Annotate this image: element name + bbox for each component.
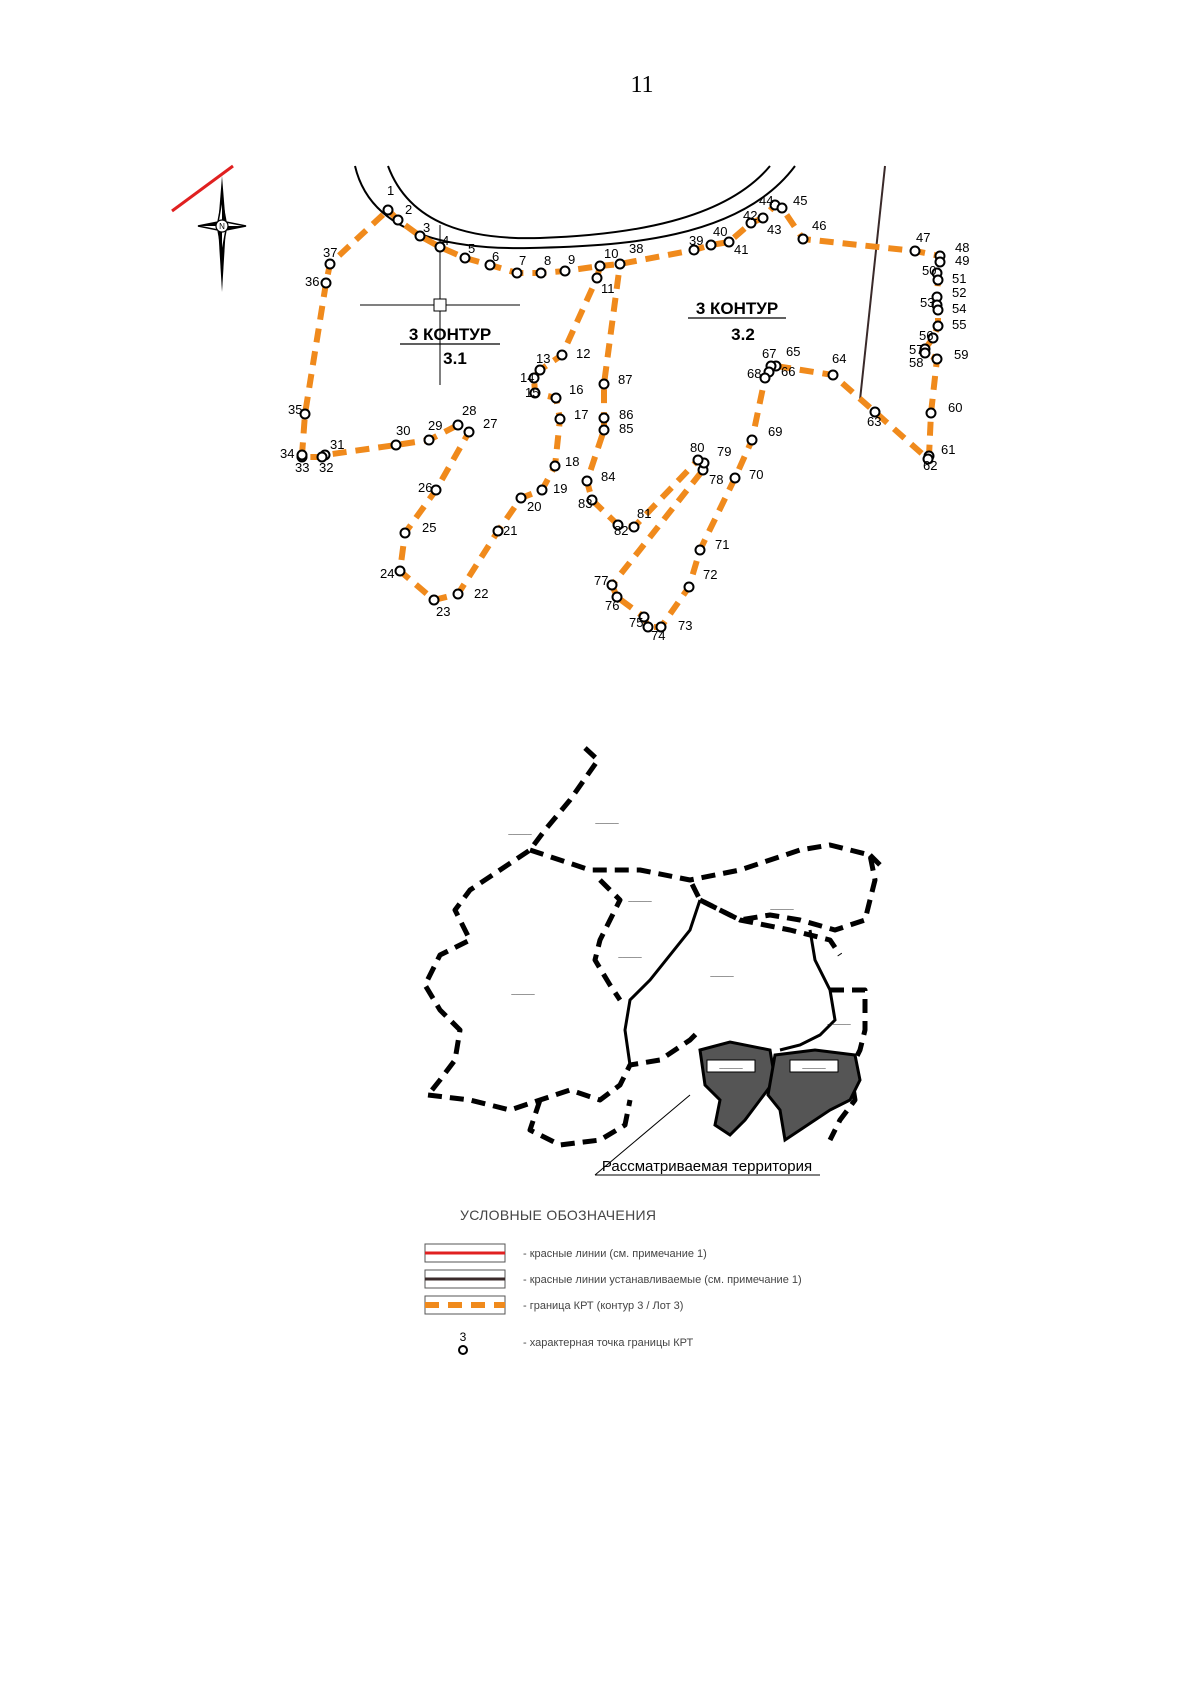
boundary-point-18 <box>551 462 560 471</box>
legend-item-red-lines <box>425 1244 707 1262</box>
point-label-7: 7 <box>519 253 527 268</box>
boundary-point-40 <box>707 241 716 250</box>
point-label-69: 69 <box>768 424 783 439</box>
point-label-4: 4 <box>442 233 450 248</box>
point-label-65: 65 <box>786 344 801 359</box>
point-label-15: 15 <box>525 385 540 400</box>
krt-boundary-3-2 <box>587 205 940 627</box>
boundary-point-28 <box>454 421 463 430</box>
boundary-point-54 <box>934 306 943 315</box>
point-label-63: 63 <box>867 414 882 429</box>
point-label-48: 48 <box>955 240 970 255</box>
boundary-point-84 <box>583 477 592 486</box>
point-label-70: 70 <box>749 467 764 482</box>
point-label-75: 75 <box>629 615 644 630</box>
point-label-18: 18 <box>565 454 580 469</box>
point-label-39: 39 <box>689 233 704 248</box>
boundary-point-64 <box>829 371 838 380</box>
point-label-57: 57 <box>909 342 924 357</box>
boundary-point-13 <box>536 366 545 375</box>
page-number: 11 <box>630 72 654 98</box>
point-label-12: 12 <box>576 346 591 361</box>
point-label-51: 51 <box>952 271 967 286</box>
point-label-81: 81 <box>637 506 652 521</box>
boundary-point-87 <box>600 380 609 389</box>
point-label-85: 85 <box>619 421 634 436</box>
point-label-77: 77 <box>594 573 609 588</box>
point-label-46: 46 <box>812 218 827 233</box>
point-label-24: 24 <box>380 566 395 581</box>
boundary-point-47 <box>911 247 920 256</box>
point-label-68: 68 <box>747 366 762 381</box>
point-label-13: 13 <box>536 351 551 366</box>
compass-rose-icon <box>198 176 246 292</box>
point-label-67: 67 <box>762 346 777 361</box>
point-label-42: 42 <box>743 208 758 223</box>
boundary-point-45 <box>778 204 787 213</box>
point-label-74: 74 <box>651 628 666 643</box>
point-label-80: 80 <box>690 440 705 455</box>
legend-item-krt-boundary <box>425 1296 683 1314</box>
boundary-point-37 <box>326 260 335 269</box>
point-label-86: 86 <box>619 407 634 422</box>
point-label-22: 22 <box>474 586 489 601</box>
point-label-55: 55 <box>952 317 967 332</box>
point-label-19: 19 <box>553 481 568 496</box>
point-label-72: 72 <box>703 567 718 582</box>
boundary-point-80 <box>694 456 703 465</box>
point-label-40: 40 <box>713 224 728 239</box>
boundary-point-27 <box>465 428 474 437</box>
contour-3-2-title: 3 КОНТУР <box>695 299 779 318</box>
point-label-64: 64 <box>832 351 847 366</box>
boundary-point-22 <box>454 590 463 599</box>
point-label-32: 32 <box>319 460 334 475</box>
point-label-58: 58 <box>909 355 924 370</box>
point-label-27: 27 <box>483 416 498 431</box>
krt-boundary-3-1 <box>302 210 600 600</box>
boundary-point-70 <box>731 474 740 483</box>
boundary-point-69 <box>748 436 757 445</box>
boundary-point-7 <box>513 269 522 278</box>
zone-label: ______ <box>628 895 652 902</box>
zone-label: ______ <box>710 970 734 977</box>
point-label-60: 60 <box>948 400 963 415</box>
boundary-point-1 <box>384 206 393 215</box>
point-label-37: 37 <box>323 245 338 260</box>
boundary-point-21 <box>494 527 503 536</box>
boundary-point-24 <box>396 567 405 576</box>
point-label-1: 1 <box>387 183 395 198</box>
boundary-point-9 <box>561 267 570 276</box>
legend-item-boundary-point <box>459 1330 693 1354</box>
point-label-25: 25 <box>422 520 437 535</box>
point-label-76: 76 <box>605 598 620 613</box>
point-label-71: 71 <box>715 537 730 552</box>
point-label-36: 36 <box>305 274 320 289</box>
point-label-33: 33 <box>295 460 310 475</box>
boundary-point-34 <box>298 451 307 460</box>
point-label-38: 38 <box>629 241 644 256</box>
point-label-29: 29 <box>428 418 443 433</box>
north-letter: N <box>219 222 225 231</box>
point-label-50: 50 <box>922 263 937 278</box>
contour-3-2-sub: 3.2 <box>731 325 755 344</box>
point-label-6: 6 <box>492 249 500 264</box>
point-label-87: 87 <box>618 372 633 387</box>
point-label-14: 14 <box>520 370 535 385</box>
point-label-34: 34 <box>280 446 295 461</box>
point-label-59: 59 <box>954 347 969 362</box>
boundary-point-30 <box>392 441 401 450</box>
point-label-66: 66 <box>781 364 796 379</box>
legend-text-red-lines: - красные линии (см. примечание 1) <box>523 1248 707 1260</box>
point-label-9: 9 <box>568 252 576 267</box>
legend-title: УСЛОВНЫЕ ОБОЗНАЧЕНИЯ <box>460 1207 657 1223</box>
boundary-point-20 <box>517 494 526 503</box>
boundary-point-26 <box>432 486 441 495</box>
boundary-point-46 <box>799 235 808 244</box>
boundary-point-72 <box>685 583 694 592</box>
boundary-point-10 <box>596 262 605 271</box>
boundary-point-25 <box>401 529 410 538</box>
boundary-point-8 <box>537 269 546 278</box>
study-area-callout: Рассматриваемая территория <box>601 1158 813 1175</box>
point-label-62: 62 <box>923 458 938 473</box>
point-label-45: 45 <box>793 193 808 208</box>
point-label-41: 41 <box>734 242 749 257</box>
point-label-35: 35 <box>288 402 303 417</box>
point-label-82: 82 <box>614 523 629 538</box>
boundary-point-16 <box>552 394 561 403</box>
point-label-56: 56 <box>919 328 934 343</box>
boundary-point-12 <box>558 351 567 360</box>
point-label-11: 11 <box>601 281 615 296</box>
overview-solid-lines <box>625 900 835 1065</box>
boundary-point-60 <box>927 409 936 418</box>
boundary-point-59 <box>933 355 942 364</box>
zone-label: ______ <box>511 988 535 995</box>
boundary-point-55 <box>934 322 943 331</box>
point-label-79: 79 <box>717 444 732 459</box>
point-label-73: 73 <box>678 618 693 633</box>
point-label-3: 3 <box>423 220 431 235</box>
point-label-8: 8 <box>544 253 552 268</box>
point-label-20: 20 <box>527 499 542 514</box>
point-label-43: 43 <box>767 222 782 237</box>
zone-label: ______ <box>802 1062 826 1069</box>
boundary-point-81 <box>630 523 639 532</box>
point-label-52: 52 <box>952 285 967 300</box>
zone-label: ______ <box>595 817 619 824</box>
zone-label: ______ <box>508 828 532 835</box>
zone-label: ______ <box>719 1062 743 1069</box>
boundary-point-68 <box>761 374 770 383</box>
point-label-78: 78 <box>709 472 724 487</box>
legend-text-established-lines: - красные линии устанавливаемые (см. примечание 1) <box>523 1274 802 1286</box>
boundary-point-49 <box>936 258 945 267</box>
zone-label: ______ <box>827 1018 851 1025</box>
legend-item-established-red-lines <box>425 1270 802 1288</box>
boundary-point-36 <box>322 279 331 288</box>
zone-label: ______ <box>770 903 794 910</box>
boundary-point-77 <box>608 581 617 590</box>
boundary-point-2 <box>394 216 403 225</box>
point-label-84: 84 <box>601 469 616 484</box>
boundary-point-85 <box>600 426 609 435</box>
legend-point-label: 3 <box>459 1330 467 1344</box>
point-label-47: 47 <box>916 230 931 245</box>
point-label-16: 16 <box>569 382 584 397</box>
point-label-61: 61 <box>941 442 956 457</box>
contour-3-1-sub: 3.1 <box>443 349 467 368</box>
point-label-54: 54 <box>952 301 967 316</box>
point-label-10: 10 <box>604 246 619 261</box>
legend-text-boundary-point: - характерная точка границы КРТ <box>523 1337 694 1349</box>
legend-text-krt-boundary: - граница КРТ (контур 3 / Лот 3) <box>523 1300 684 1312</box>
point-label-49: 49 <box>955 253 970 268</box>
point-label-26: 26 <box>418 480 433 495</box>
established-red-line <box>860 166 885 400</box>
contour-3-1-title: 3 КОНТУР <box>408 325 492 344</box>
boundary-point-17 <box>556 415 565 424</box>
point-label-23: 23 <box>436 604 451 619</box>
boundary-point-29 <box>425 436 434 445</box>
point-label-30: 30 <box>396 423 411 438</box>
point-label-5: 5 <box>468 241 476 256</box>
point-label-31: 31 <box>330 437 345 452</box>
study-area <box>700 1042 860 1140</box>
boundary-point-19 <box>538 486 547 495</box>
zone-label: ______ <box>618 951 642 958</box>
boundary-point-71 <box>696 546 705 555</box>
point-label-83: 83 <box>578 496 593 511</box>
point-label-21: 21 <box>503 523 518 538</box>
point-label-28: 28 <box>462 403 477 418</box>
point-label-44: 44 <box>759 193 774 208</box>
boundary-point-86 <box>600 414 609 423</box>
point-label-53: 53 <box>920 295 935 310</box>
point-label-2: 2 <box>405 202 413 217</box>
point-label-17: 17 <box>574 407 589 422</box>
